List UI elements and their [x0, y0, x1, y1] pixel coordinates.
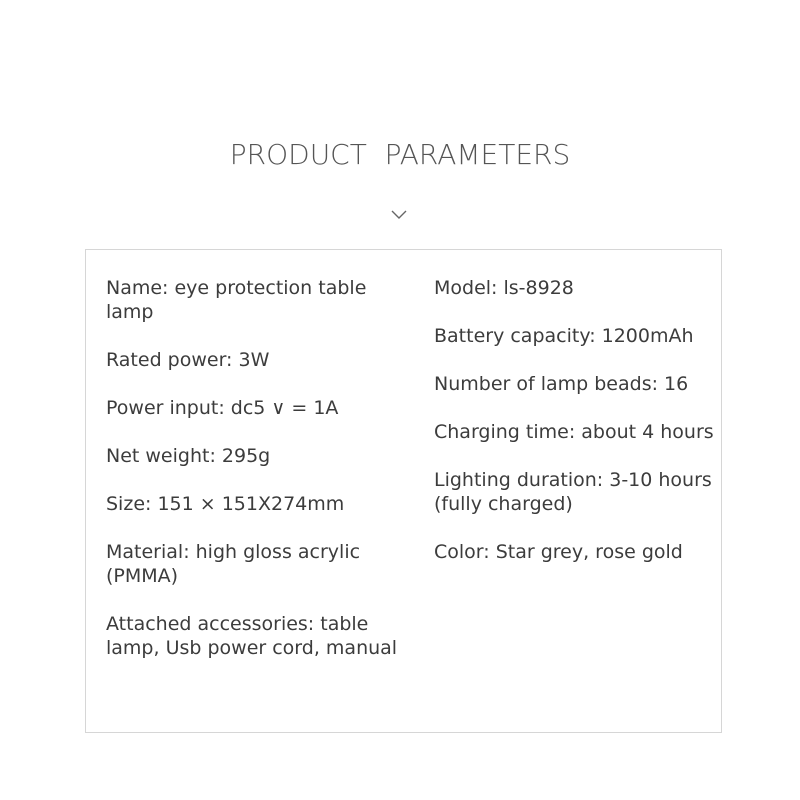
param-name: Name: eye protection table lamp — [106, 277, 367, 323]
section-title: PRODUCT PARAMETERS — [229, 138, 571, 171]
param-lamp-beads: Number of lamp beads: 16 — [434, 373, 689, 395]
param-net-weight: Net weight: 295g — [106, 445, 271, 467]
parameters-panel — [85, 249, 722, 733]
param-battery-capacity: Battery capacity: 1200mAh — [434, 325, 694, 347]
param-material: Material: high gloss acrylic (PMMA) — [106, 541, 361, 587]
param-size: Size: 151 × 151X274mm — [106, 493, 345, 515]
parameters-right-column — [434, 276, 719, 588]
param-model: Model: ls-8928 — [434, 277, 574, 299]
param-charging-time: Charging time: about 4 hours — [434, 421, 714, 443]
param-rated-power: Rated power: 3W — [106, 349, 270, 371]
chevron-down-icon — [391, 209, 407, 221]
param-color: Color: Star grey, rose gold — [434, 541, 683, 563]
parameters-left-column — [106, 276, 406, 684]
param-accessories: Attached accessories: table lamp, Usb power cord, manual — [106, 613, 398, 659]
param-lighting-duration: Lighting duration: 3-10 hours (fully charged) — [434, 469, 712, 515]
param-power-input: Power input: dc5 ∨ = 1A — [106, 397, 339, 419]
